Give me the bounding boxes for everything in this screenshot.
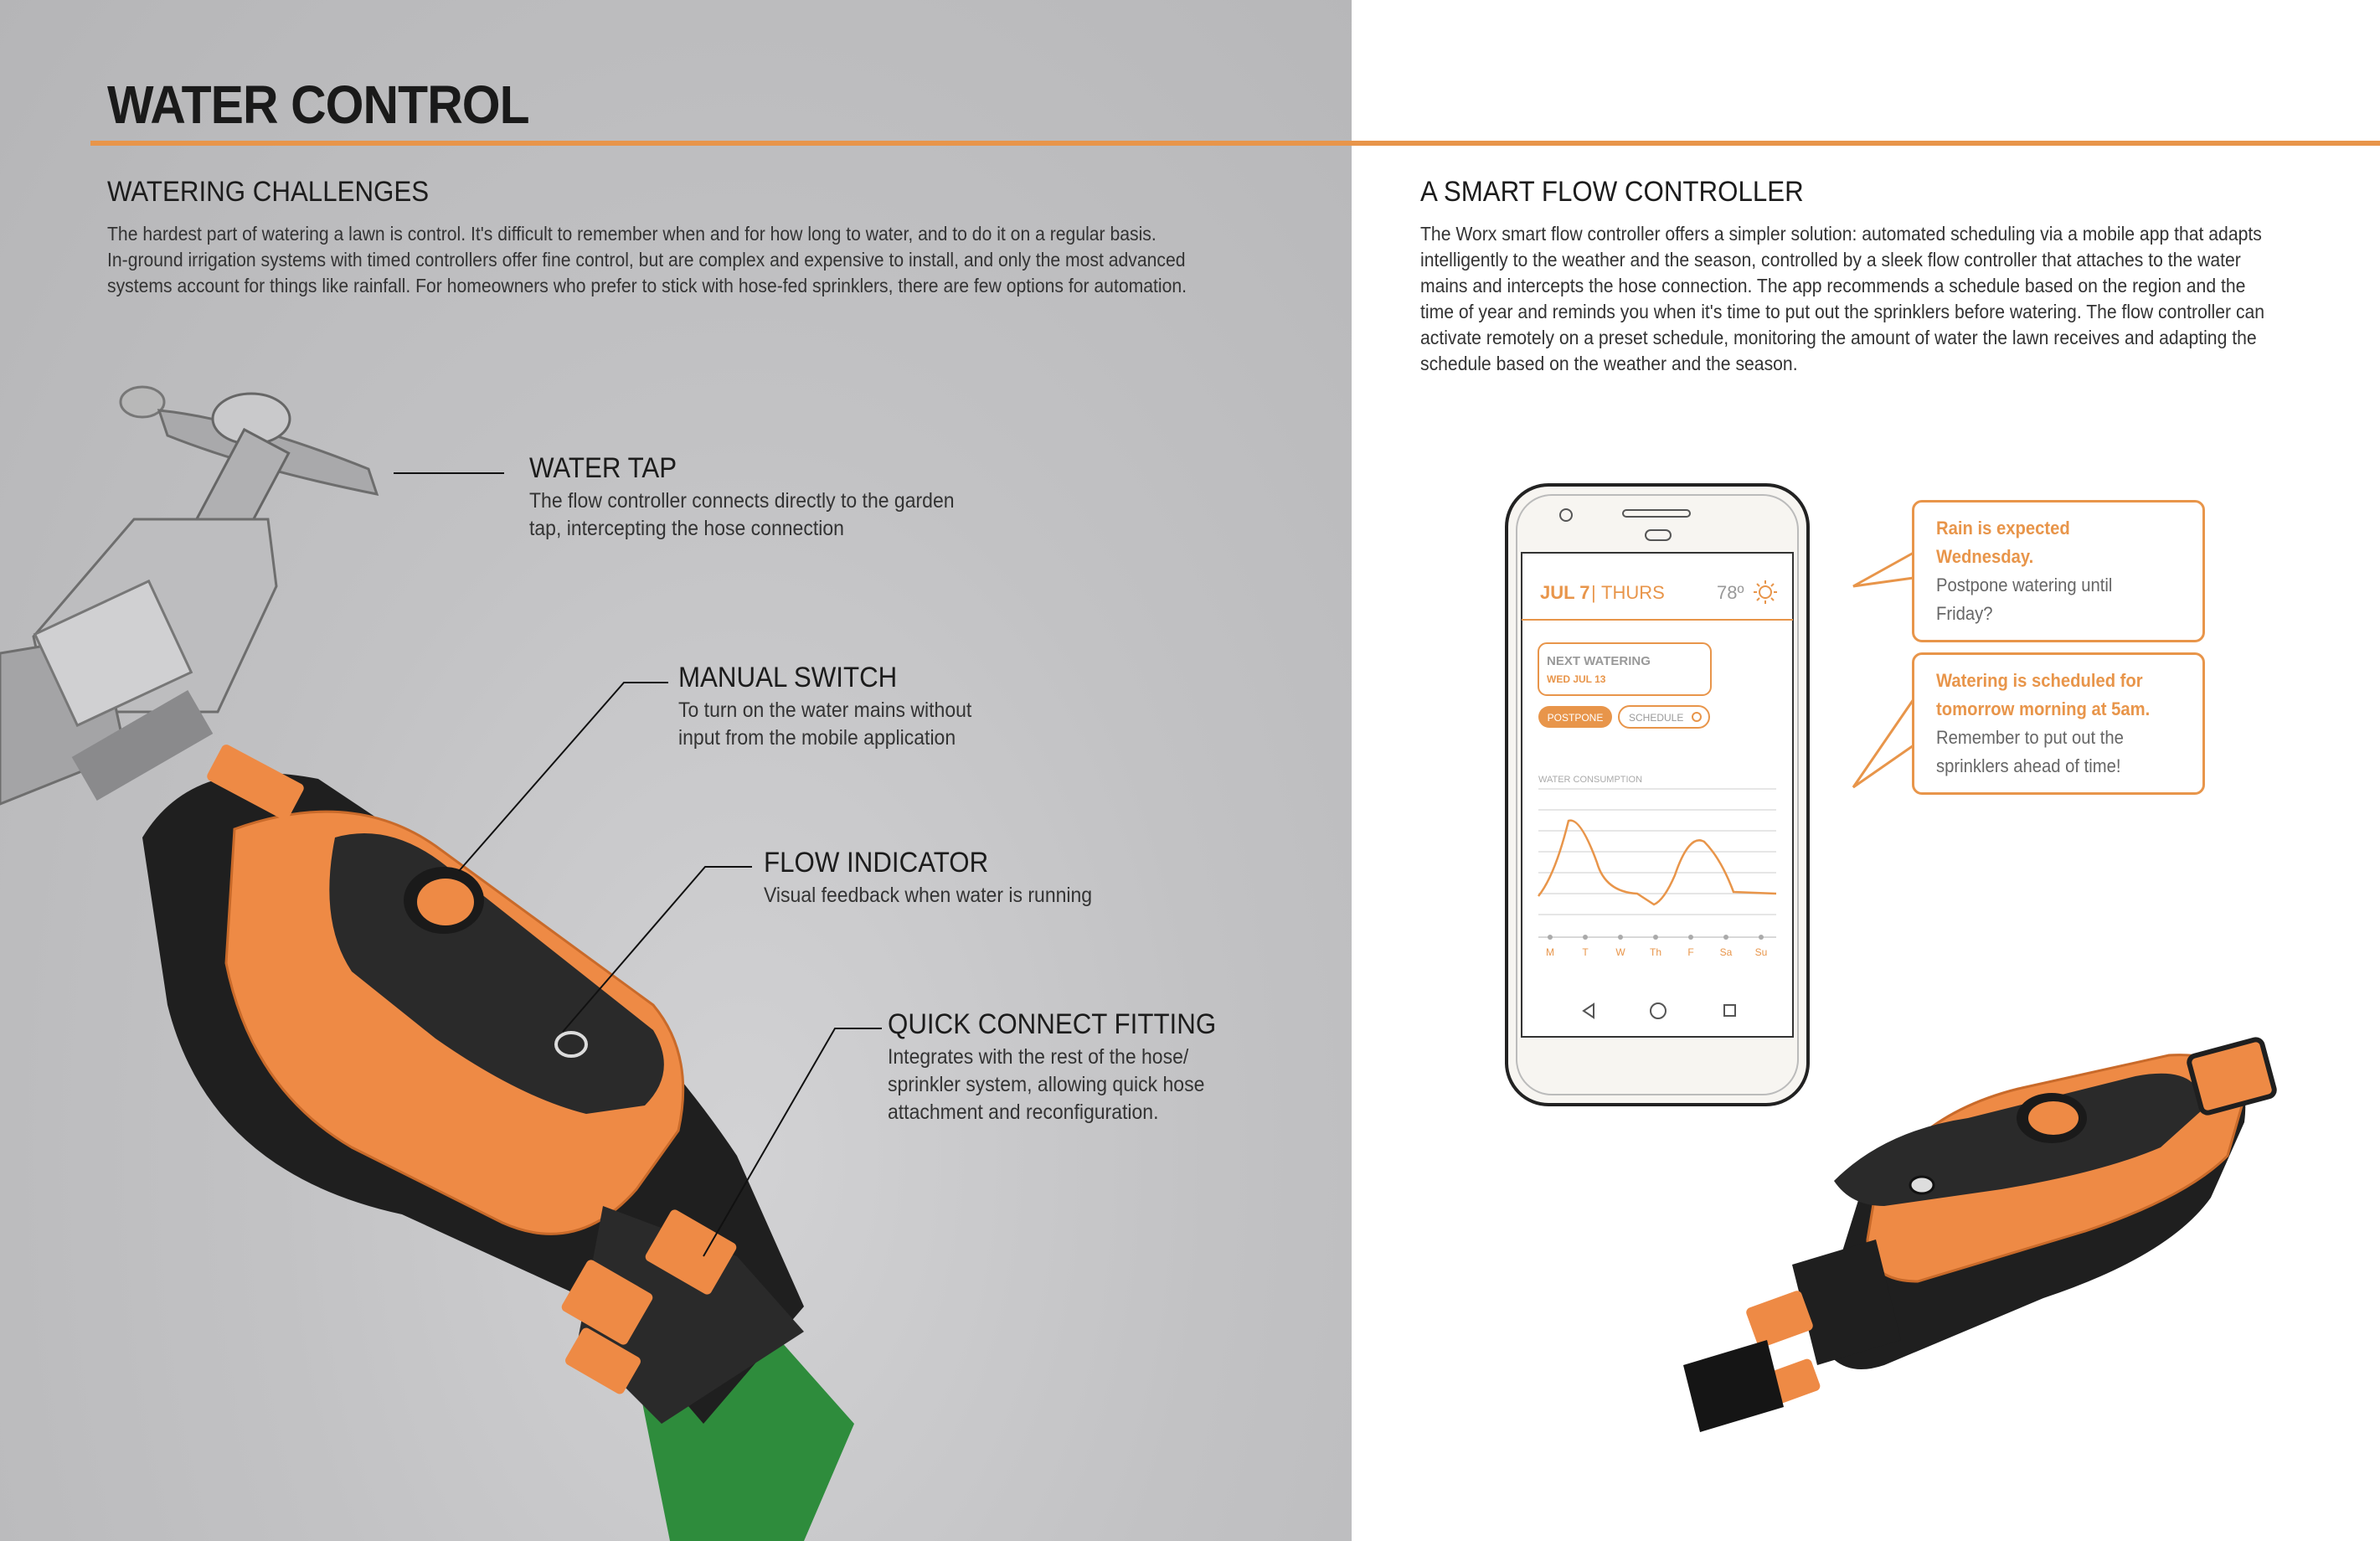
schedule-notification-bubble [1912, 652, 2205, 795]
next-watering-date: WED JUL 13 [1547, 673, 1606, 685]
day-label: T [1582, 946, 1589, 958]
water-tap-title: WATER TAP [529, 452, 677, 484]
app-date: JUL 7 [1540, 582, 1590, 603]
paragraph-line: activate remotely on a preset schedule, monitoring the amount of water the lawn receives and adapting the [1420, 327, 2257, 348]
day-label: Th [1649, 946, 1662, 958]
bubble-highlight: Watering is scheduled for [1936, 670, 2143, 691]
app-temp: 78º [1717, 582, 1744, 603]
next-watering-label: NEXT WATERING [1547, 654, 1651, 668]
bubble-text: Remember to put out the [1936, 727, 2124, 748]
day-label: Sa [1719, 946, 1733, 958]
annotation-line: The flow controller connects directly to the garden [529, 489, 955, 513]
annotation-line: Visual feedback when water is running [764, 884, 1093, 907]
day-label: W [1615, 946, 1625, 958]
day-label: M [1546, 946, 1554, 958]
challenges-line: systems account for things like rainfall. For homeowners who prefer to stick with hose-fed sprinklers, there are few options for automation. [107, 275, 1187, 296]
rain-notification-bubble [1912, 500, 2205, 642]
water-tap-description [529, 487, 961, 543]
flow-indicator-title: FLOW INDICATOR [764, 847, 989, 879]
day-label: F [1687, 946, 1694, 958]
side-tap-connector [2187, 1038, 2275, 1115]
annotation-line: attachment and reconfiguration. [888, 1100, 1159, 1124]
challenges-line: The hardest part of watering a lawn is control. It's difficult to remember when and for how long to water, and to do it on a regular basis. [107, 223, 1157, 245]
next-watering-card[interactable] [1538, 643, 1711, 695]
bubble-highlight: Rain is expected Wednesday. [1936, 518, 2070, 567]
quick-connect-title: QUICK CONNECT FITTING [888, 1008, 1217, 1040]
annotation-line: Integrates with the rest of the hose/ [888, 1045, 1189, 1069]
phone-screen [1522, 553, 1793, 1037]
schedule-label: SCHEDULE [1629, 712, 1684, 724]
bubble-text: sprinklers ahead of time! [1936, 755, 2121, 776]
bubble-text: Postpone watering until Friday? [1936, 575, 2113, 624]
page-title: WATER CONTROL [107, 75, 529, 135]
manual-switch-description [678, 697, 1079, 752]
annotation-line: tap, intercepting the hose connection [529, 517, 844, 540]
app-separator: | [1591, 582, 1596, 603]
side-indicator-light [1910, 1177, 1934, 1193]
challenges-heading: WATERING CHALLENGES [107, 176, 430, 208]
flow-indicator-description [764, 882, 1164, 910]
app-day: THURS [1601, 582, 1665, 603]
annotation-line: To turn on the water mains without [678, 698, 972, 722]
paragraph-line: time of year and reminds you when it's time to put out the sprinklers before watering. The flow controller can [1420, 301, 2265, 322]
smart-controller-heading: A SMART FLOW CONTROLLER [1420, 176, 1804, 208]
paragraph-line: mains and intercepts the hose connection. The app recommends a schedule based on the region and the [1420, 275, 2246, 296]
paragraph-line: intelligently to the weather and the season, controlled by a sleek flow controller that attaches to the water [1420, 249, 2241, 271]
quick-connect-leader [703, 1028, 882, 1256]
postpone-label: POSTPONE [1547, 712, 1604, 724]
side-switch-cap [2028, 1101, 2079, 1135]
paragraph-line: schedule based on the weather and the season. [1420, 353, 1798, 374]
water-consumption-label: WATER CONSUMPTION [1538, 775, 1643, 785]
side-hose-nozzle [1683, 1340, 1784, 1432]
annotation-line: sprinkler system, allowing quick hose [888, 1073, 1205, 1096]
flow-controller-side-view [1667, 1030, 2303, 1482]
flow-indicator-leader [563, 867, 752, 1032]
day-label: Su [1754, 946, 1768, 958]
challenges-line: In-ground irrigation systems with timed controllers offer fine control, but are complex and expensive to install, and only the most advanced [107, 249, 1186, 271]
phone-mockup [1503, 482, 1813, 1110]
quick-connect-description [888, 1044, 1273, 1126]
bubble-highlight: tomorrow morning at 5am. [1936, 698, 2151, 719]
smart-controller-paragraph [1420, 221, 2330, 377]
manual-switch-title: MANUAL SWITCH [678, 662, 898, 693]
annotation-line: input from the mobile application [678, 726, 956, 750]
manual-switch-leader [459, 683, 668, 871]
paragraph-line: The Worx smart flow controller offers a simpler solution: automated scheduling via a mobile app that adapts [1420, 223, 2262, 245]
